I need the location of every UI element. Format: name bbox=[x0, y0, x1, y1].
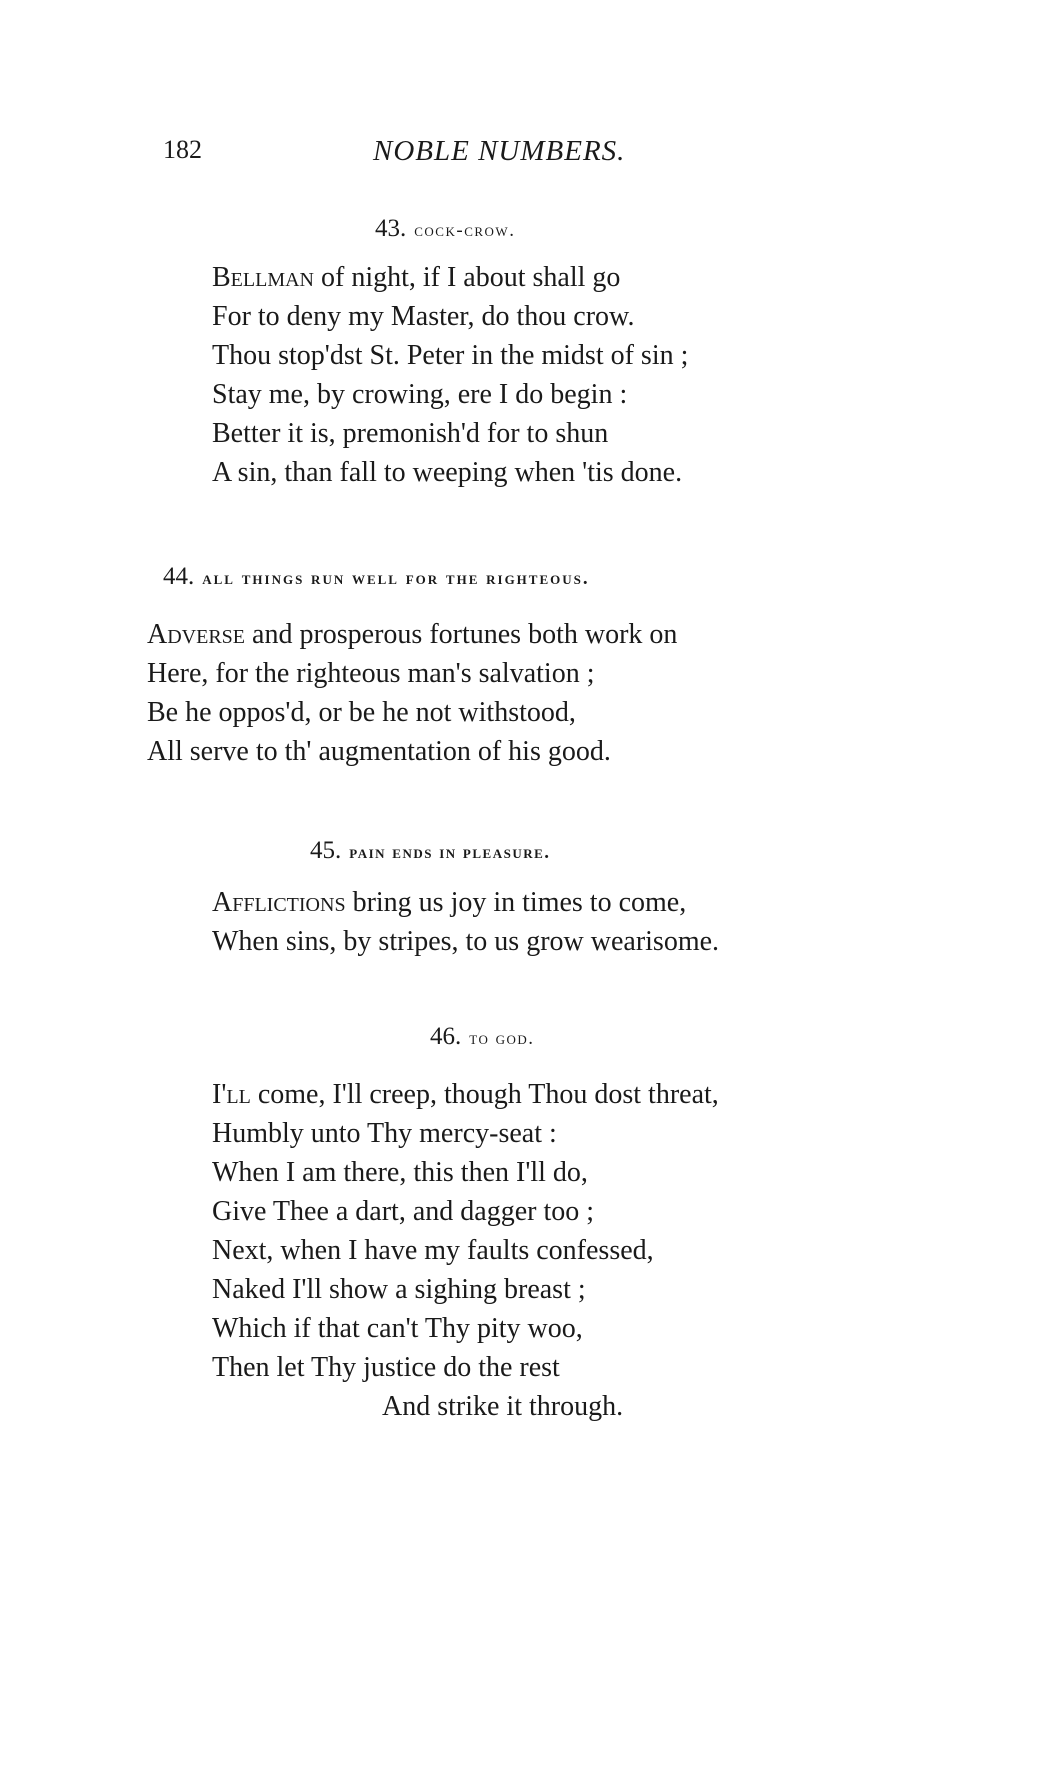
poem-line: Adverse and prosperous fortunes both work on bbox=[147, 619, 678, 650]
poem-title: to god. bbox=[469, 1028, 535, 1049]
running-title: NOBLE NUMBERS. bbox=[373, 135, 626, 167]
poem-line: Which if that can't Thy pity woo, bbox=[212, 1313, 583, 1344]
poem-line: Naked I'll show a sighing breast ; bbox=[212, 1274, 586, 1305]
poem-body-43 bbox=[212, 258, 688, 492]
poem-line: Humbly unto Thy mercy-seat : bbox=[212, 1118, 557, 1149]
poem-title: cock-crow. bbox=[414, 220, 516, 241]
poem-line: Here, for the righteous man's salvation ; bbox=[147, 658, 595, 689]
poem-first-word: Adverse bbox=[147, 619, 246, 650]
poem-line: Better it is, premonish'd for to shun bbox=[212, 418, 609, 449]
poem-line: Give Thee a dart, and dagger too ; bbox=[212, 1196, 595, 1227]
poem-body-45 bbox=[212, 883, 719, 961]
poem-first-word: Bellman bbox=[212, 262, 314, 293]
poem-number: 43. bbox=[375, 215, 407, 242]
poem-heading-43 bbox=[375, 215, 515, 243]
poem-body-46 bbox=[212, 1075, 719, 1426]
poem-line: Stay me, by crowing, ere I do begin : bbox=[212, 379, 628, 410]
poem-line: Thou stop'dst St. Peter in the midst of sin ; bbox=[212, 340, 689, 371]
poem-line: Next, when I have my faults confessed, bbox=[212, 1235, 654, 1266]
poem-line: For to deny my Master, do thou crow. bbox=[212, 301, 635, 332]
poem-heading-46 bbox=[430, 1023, 535, 1051]
poem-number: 46. bbox=[430, 1023, 462, 1050]
poem-title: pain ends in pleasure. bbox=[349, 842, 551, 863]
poem-body-44 bbox=[147, 615, 677, 771]
page-header bbox=[163, 135, 723, 175]
poem-line: A sin, than fall to weeping when 'tis done. bbox=[212, 457, 683, 488]
poem-heading-45 bbox=[310, 837, 551, 865]
poem-number: 45. bbox=[310, 837, 342, 864]
poem-line: Then let Thy justice do the rest bbox=[212, 1352, 560, 1383]
poem-line: Afflictions bring us joy in times to come, bbox=[212, 887, 687, 918]
poem-line: Bellman of night, if I about shall go bbox=[212, 262, 621, 293]
poem-first-word: Afflictions bbox=[212, 887, 346, 918]
poem-title: all things run well for the righteous. bbox=[202, 568, 590, 589]
poem-line: When sins, by stripes, to us grow wearisome. bbox=[212, 926, 720, 957]
poem-line: When I am there, this then I'll do, bbox=[212, 1157, 588, 1188]
poem-line: All serve to th' augmentation of his good. bbox=[147, 736, 611, 767]
poem-line: Be he oppos'd, or be he not withstood, bbox=[147, 697, 576, 728]
page-number: 182 bbox=[163, 135, 202, 164]
poem-number: 44. bbox=[163, 563, 195, 590]
poem-first-word: I'll bbox=[212, 1079, 251, 1110]
poem-line: And strike it through. bbox=[382, 1391, 624, 1422]
poem-heading-44 bbox=[163, 563, 590, 591]
poem-line: I'll come, I'll creep, though Thou dost threat, bbox=[212, 1079, 719, 1110]
